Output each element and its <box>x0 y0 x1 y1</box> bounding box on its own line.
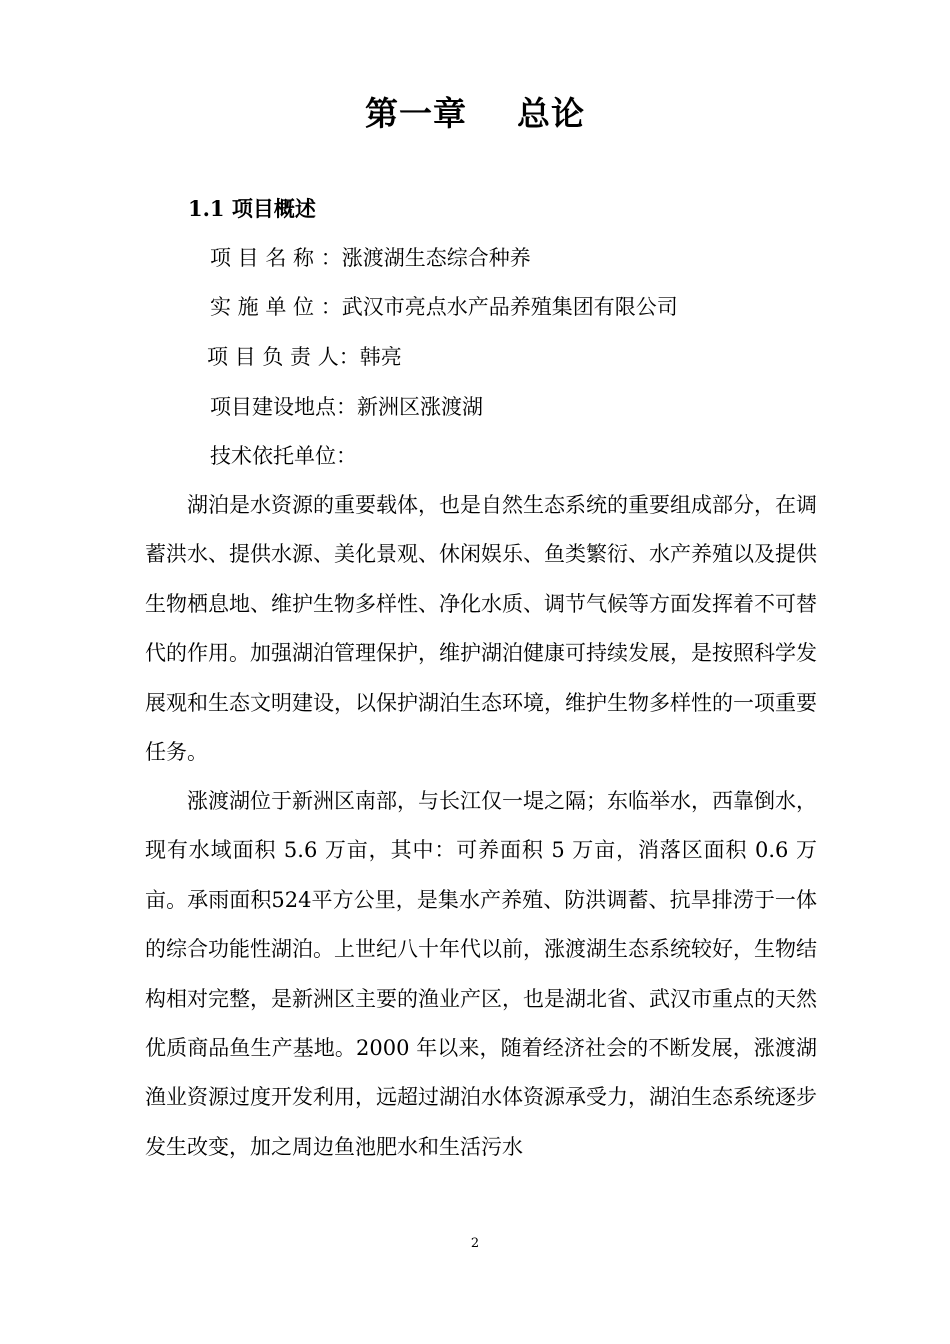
body-paragraph: 湖泊是水资源的重要载体，也是自然生态系统的重要组成部分，在调蓄洪水、提供水源、美化景观、休闲娱乐、鱼类繁衍、水产养殖以及提供生物栖息地、维护生物多样性、净化水质、调节气候等方面发挥着不可替代的作用。加强湖泊管理保护，维护湖泊健康可持续发展，是按照科学发展观和生态文明建设，以保护湖泊生态环境，维护生物多样性的一项重要任务。 <box>145 493 817 765</box>
info-label: 实 施 单 位 ： <box>210 295 342 319</box>
chapter-title: 第一章 总论 <box>365 94 585 133</box>
body-paragraph: 涨渡湖位于新洲区南部，与长江仅一堤之隔；东临举水，西靠倒水，现有水域面积 5.6 万亩，其中：可养面积 5 万亩，消落区面积 0.6 万亩。承雨面积524平方公里，是集水产养殖、防洪调蓄、抗旱排涝于一体的综合功能性湖泊。上世纪八十年代以前，涨渡湖生态系统较好，生物结构相对完整，是新洲区主要的渔业产区，也是湖北省、武汉市重点的天然优质商品鱼生产基地。2000 年以来，随着经济社会的不断发展，涨渡湖渔业资源过度开发利用，远超过湖泊水体资源承受力，湖泊生态系统逐步发生改变，加之周边鱼池肥水和生活污水 <box>145 789 817 1159</box>
info-value: 韩亮 <box>359 345 402 369</box>
info-value: 新洲区涨渡湖 <box>357 395 483 419</box>
info-value: 涨渡湖生态综合种养 <box>341 246 531 270</box>
info-value: 武汉市亮点水产品养殖集团有限公司 <box>341 295 678 319</box>
info-label: 项 目 负 责 人： <box>207 345 360 369</box>
section-heading: 1.1 项目概述 <box>188 196 316 221</box>
page-number: 2 <box>470 1236 480 1251</box>
info-line-construction-site <box>210 392 483 422</box>
info-label: 技术依托单位： <box>210 444 357 468</box>
info-line-implementing-unit <box>210 292 678 322</box>
info-label: 项目建设地点： <box>210 395 357 419</box>
info-line-project-leader <box>207 342 402 372</box>
info-line-project-name <box>210 243 531 273</box>
info-line-technical-support <box>210 441 357 471</box>
info-label: 项 目 名 称 ： <box>210 246 342 270</box>
